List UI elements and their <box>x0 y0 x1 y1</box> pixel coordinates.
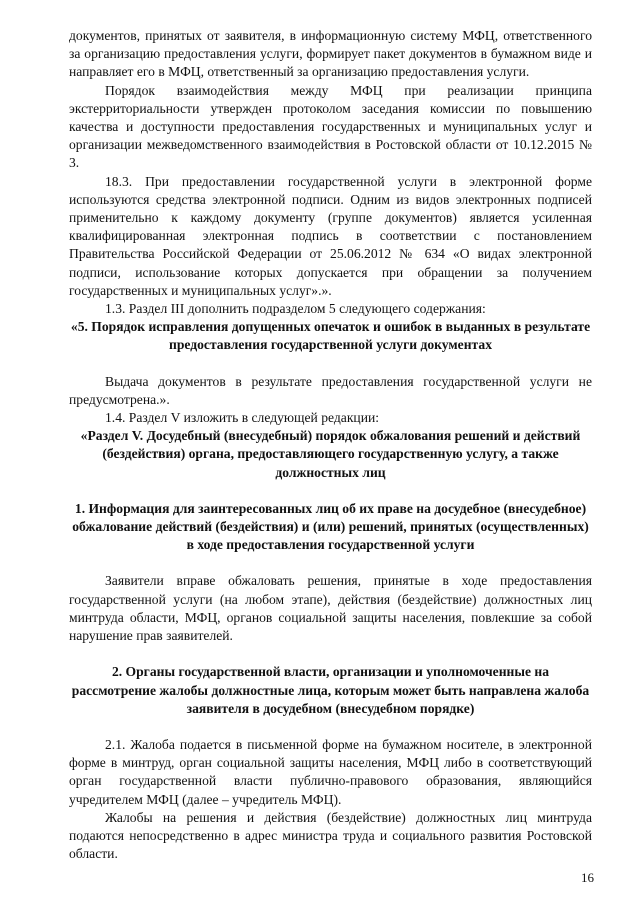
paragraph-complaint-submission: 2.1. Жалоба подается в письменной форме на бумажном носителе, в электронной форме в минтруд, орган социальной защиты населения, МФЦ либо в соответствующий орган государственной власти публично-правового образования, являющийся учредителем МФЦ (далее – учредитель МФЦ). <box>69 736 592 807</box>
paragraph-applicant-rights: Заявители вправе обжаловать решения, принятые в ходе предоставления государственной услуги (на любом этапе), действия (бездействие) должностных лиц минтруда области, МФЦ, органов социальной защиты населения, повлекшие за собой нарушение прав заявителей. <box>69 573 592 644</box>
page-number: 16 <box>581 870 594 885</box>
paragraph-section-v-amendment: 1.4. Раздел V изложить в следующей редакции: <box>105 410 380 426</box>
paragraph-electronic-signature: 18.3. При предоставлении государственной услуги в электронной форме используются средства электронной подписи. Одним из видов электронных подписей применительно к каждому документу (группе документов) является усиленная квалифицированная электронная подпись в соответствии с постановлением Правительства Российской Федерации от 25.06.2012 № 634 «О видах электронной подписи, использование которых допускается при обращении за получением государственных и муниципальных услуг».». <box>69 173 592 298</box>
document-page <box>69 27 592 863</box>
heading-section-v: «Раздел V. Досудебный (внесудебный) порядок обжалования решений и действий (бездействия) органа, предоставляющего государственную услугу, а также должностных лиц <box>80 428 581 480</box>
paragraph-mfc-package: документов, принятых от заявителя, в информационную систему МФЦ, ответственного за организацию предоставления услуги, формирует пакет документов в бумажном виде и направляет его в МФЦ, ответственный за организацию предоставления услуги. <box>69 28 592 80</box>
heading-complaint-bodies: 2. Органы государственной власти, организации и уполномоченные на рассмотрение жалобы должностные лица, которым может быть направлена жалоба заявителя в досудебном (внесудебном порядке) <box>71 664 590 716</box>
paragraph-complaint-minister: Жалобы на решения и действия (бездействие) должностных лиц минтруда подаются непосредственно в адрес министра труда и социального развития Ростовской области. <box>69 809 592 862</box>
paragraph-no-document-issue: Выдача документов в результате предоставления государственной услуги не предусмотрена.». <box>69 373 592 407</box>
spacer <box>69 645 592 663</box>
spacer <box>69 554 592 572</box>
heading-corrections: «5. Порядок исправления допущенных опечаток и ошибок в выданных в результате предоставления государственной услуги документах <box>70 319 591 353</box>
spacer <box>69 355 592 373</box>
spacer <box>69 482 592 500</box>
paragraph-mfc-interaction: Порядок взаимодействия между МФЦ при реализации принципа экстерриториальности утвержден протоколом заседания комиссии по повышению качества и доступности предоставления государственных и муниципальных услуг и организации межведомственного взаимодействия в Ростовской области от 10.12.2015 № 3. <box>69 82 592 171</box>
spacer <box>69 718 592 736</box>
heading-appeal-information: 1. Информация для заинтересованных лиц об их праве на досудебное (внесудебное) обжалование действий (бездействия) и (или) решений, принятых (осуществленных) в ходе предоставления государственной услуги <box>72 500 589 553</box>
paragraph-section-iii-amendment: 1.3. Раздел III дополнить подразделом 5 следующего содержания: <box>105 301 486 317</box>
